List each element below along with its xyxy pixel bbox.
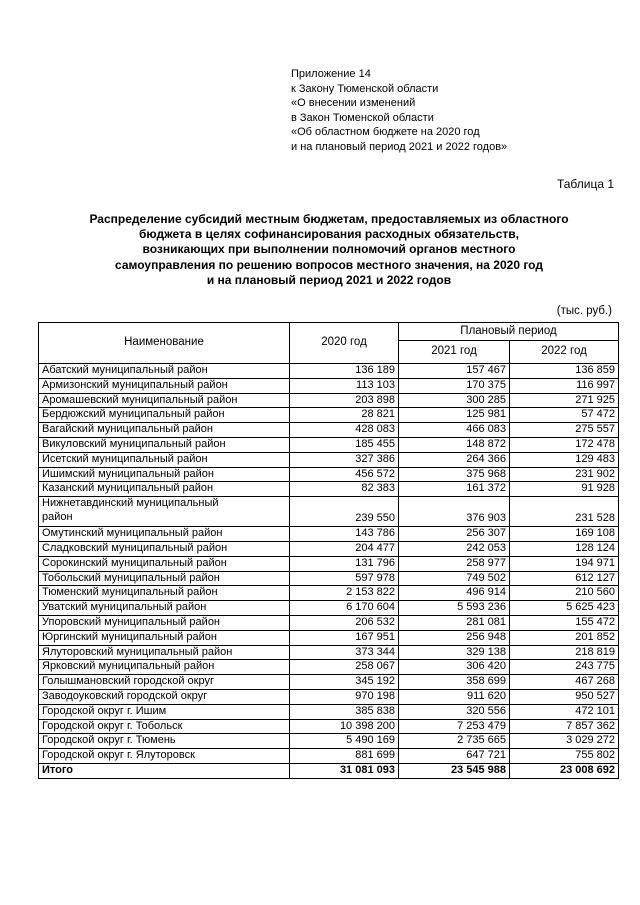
row-name: Ялуторовский муниципальный район [39,645,290,660]
value-2021: 306 420 [399,660,510,675]
value-2020: 239 550 [290,497,399,527]
value-2022: 950 527 [510,689,619,704]
table-row [39,749,619,764]
row-name: Уватский муниципальный район [39,601,290,616]
title-line: самоуправления по решению вопросов местного значения, на 2020 год [115,257,543,272]
table-row [39,689,619,704]
value-2022: 472 101 [510,704,619,719]
value-2021: 2 735 665 [399,734,510,749]
table-row [39,586,619,601]
value-2021: 5 593 236 [399,601,510,616]
value-2022: 169 108 [510,527,619,542]
row-name: Абатский муниципальный район [39,364,290,379]
column-header-2021: 2021 год [399,341,510,364]
value-2021: 647 721 [399,749,510,764]
row-name: Бердюжский муниципальный район [39,408,290,423]
value-2020: 113 103 [290,378,399,393]
table-row [39,527,619,542]
row-name-line: Нижнетавдинский муниципальный [42,497,219,510]
header-line: «О внесении изменений [291,97,416,110]
value-2022: 755 802 [510,749,619,764]
value-2022: 231 902 [510,467,619,482]
table-body [39,364,619,779]
table-row [39,601,619,616]
row-name: Голышмановский городской округ [39,675,290,690]
table-row [39,541,619,556]
title-line: возникающих при выполнении полномочий органов местного [142,242,516,257]
value-2020: 204 477 [290,541,399,556]
value-2022: 275 557 [510,423,619,438]
value-2021: 496 914 [399,586,510,601]
value-2022: 5 625 423 [510,601,619,616]
value-2021: 242 053 [399,541,510,556]
title-line: и на плановый период 2021 и 2022 годов [206,272,452,287]
value-2022: 136 859 [510,364,619,379]
value-2021: 161 372 [399,482,510,497]
value-2021: 258 977 [399,556,510,571]
value-2020: 10 398 200 [290,719,399,734]
value-2021: 376 903 [399,497,510,527]
column-header-name: Наименование [39,323,290,364]
value-2022: 612 127 [510,571,619,586]
value-2020: 167 951 [290,630,399,645]
value-2022: 210 560 [510,586,619,601]
column-header-2022: 2022 год [510,341,619,364]
value-2020: 597 978 [290,571,399,586]
table-row [39,734,619,749]
value-2020: 131 796 [290,556,399,571]
value-2022: 128 124 [510,541,619,556]
value-2021: 256 948 [399,630,510,645]
header-line: Приложение 14 [291,68,371,80]
value-2020: 428 083 [290,423,399,438]
value-2022: 467 268 [510,675,619,690]
value-2020: 136 189 [290,364,399,379]
value-2020: 327 386 [290,452,399,467]
header-line: в Закон Тюменской области [291,111,434,124]
table-number-label: Таблица 1 [556,177,614,191]
value-2020: 5 490 169 [290,734,399,749]
value-2021: 320 556 [399,704,510,719]
value-2021: 264 366 [399,452,510,467]
table-row [39,556,619,571]
value-2021: 125 981 [399,408,510,423]
table-row [39,675,619,690]
table-row [39,645,619,660]
table-row [39,660,619,675]
table-row [39,571,619,586]
value-2021: 256 307 [399,527,510,542]
value-2020: 258 067 [290,660,399,675]
row-name: Армизонский муниципальный район [39,378,290,393]
value-2022: 91 928 [510,482,619,497]
row-name: Юргинский муниципальный район [39,630,290,645]
row-name: Городской округ г. Ялуторовск [39,749,290,764]
row-name: Ишимский муниципальный район [39,467,290,482]
row-name: Аромашевский муниципальный район [39,393,290,408]
value-2021: 375 968 [399,467,510,482]
value-2020: 881 699 [290,749,399,764]
value-2020: 6 170 604 [290,601,399,616]
value-2020: 373 344 [290,645,399,660]
total-2020: 31 081 093 [290,763,399,778]
table-row [39,467,619,482]
value-2021: 157 467 [399,364,510,379]
header-line: к Закону Тюменской области [291,82,439,95]
value-2020: 456 572 [290,467,399,482]
row-name: Тюменский муниципальный район [39,586,290,601]
row-name: Городской округ г. Ишим [39,704,290,719]
title-line: бюджета в целях софинансирования расходных обязательств, [139,227,519,242]
value-2022: 243 775 [510,660,619,675]
value-2022: 194 971 [510,556,619,571]
value-2020: 185 455 [290,437,399,452]
row-name: Заводоуковский городской округ [39,689,290,704]
table-row [39,408,619,423]
document-title [40,212,618,288]
row-name: Упоровский муниципальный район [39,615,290,630]
header-line: «Об областном бюджете на 2020 год [291,126,480,139]
value-2020: 206 532 [290,615,399,630]
value-2020: 2 153 822 [290,586,399,601]
value-2022: 201 852 [510,630,619,645]
table-row [39,364,619,379]
value-2021: 148 872 [399,437,510,452]
table-row [39,704,619,719]
value-2022: 57 472 [510,408,619,423]
total-label: Итого [39,763,290,778]
value-2020: 143 786 [290,527,399,542]
value-2021: 466 083 [399,423,510,438]
value-2021: 7 253 479 [399,719,510,734]
value-2020: 345 192 [290,675,399,690]
total-2021: 23 545 988 [399,763,510,778]
table-row [39,615,619,630]
value-2022: 129 483 [510,452,619,467]
row-name: Городской округ г. Тюмень [39,734,290,749]
row-name-line: район [42,510,73,523]
total-row [39,763,619,778]
value-2020: 385 838 [290,704,399,719]
value-2022: 271 925 [510,393,619,408]
table-row [39,497,619,527]
subsidies-table [38,322,619,779]
value-2021: 170 375 [399,378,510,393]
table-row [39,378,619,393]
row-name: Викуловский муниципальный район [39,437,290,452]
table-row [39,423,619,438]
value-2021: 911 620 [399,689,510,704]
value-2022: 172 478 [510,437,619,452]
value-2020: 82 383 [290,482,399,497]
table-row [39,437,619,452]
row-name: Казанский муниципальный район [39,482,290,497]
row-name: Городской округ г. Тобольск [39,719,290,734]
column-header-2020: 2020 год [290,323,399,364]
value-2020: 203 898 [290,393,399,408]
table-row [39,630,619,645]
row-name: Омутинский муниципальный район [39,527,290,542]
value-2021: 329 138 [399,645,510,660]
row-name [39,497,290,527]
row-name: Исетский муниципальный район [39,452,290,467]
row-name: Вагайский муниципальный район [39,423,290,438]
value-2020: 970 198 [290,689,399,704]
value-2022: 7 857 362 [510,719,619,734]
table-row [39,719,619,734]
value-2021: 281 081 [399,615,510,630]
value-2022: 231 528 [510,497,619,527]
value-2022: 218 819 [510,645,619,660]
value-2021: 358 699 [399,675,510,690]
value-2021: 300 285 [399,393,510,408]
value-2020: 28 821 [290,408,399,423]
table-row [39,482,619,497]
row-name: Ярковский муниципальный район [39,660,290,675]
value-2022: 3 029 272 [510,734,619,749]
total-2022: 23 008 692 [510,763,619,778]
units-label: (тыс. руб.) [556,305,612,317]
value-2021: 749 502 [399,571,510,586]
table-row [39,393,619,408]
appendix-header [291,67,507,155]
row-name: Тобольский муниципальный район [39,571,290,586]
title-line: Распределение субсидий местным бюджетам, предоставляемых из областного [89,212,569,226]
value-2022: 116 997 [510,378,619,393]
column-header-planned-period: Плановый период [399,323,619,341]
table-row [39,452,619,467]
value-2022: 155 472 [510,615,619,630]
header-line: и на плановый период 2021 и 2022 годов» [291,140,508,153]
row-name: Сорокинский муниципальный район [39,556,290,571]
row-name: Сладковский муниципальный район [39,541,290,556]
